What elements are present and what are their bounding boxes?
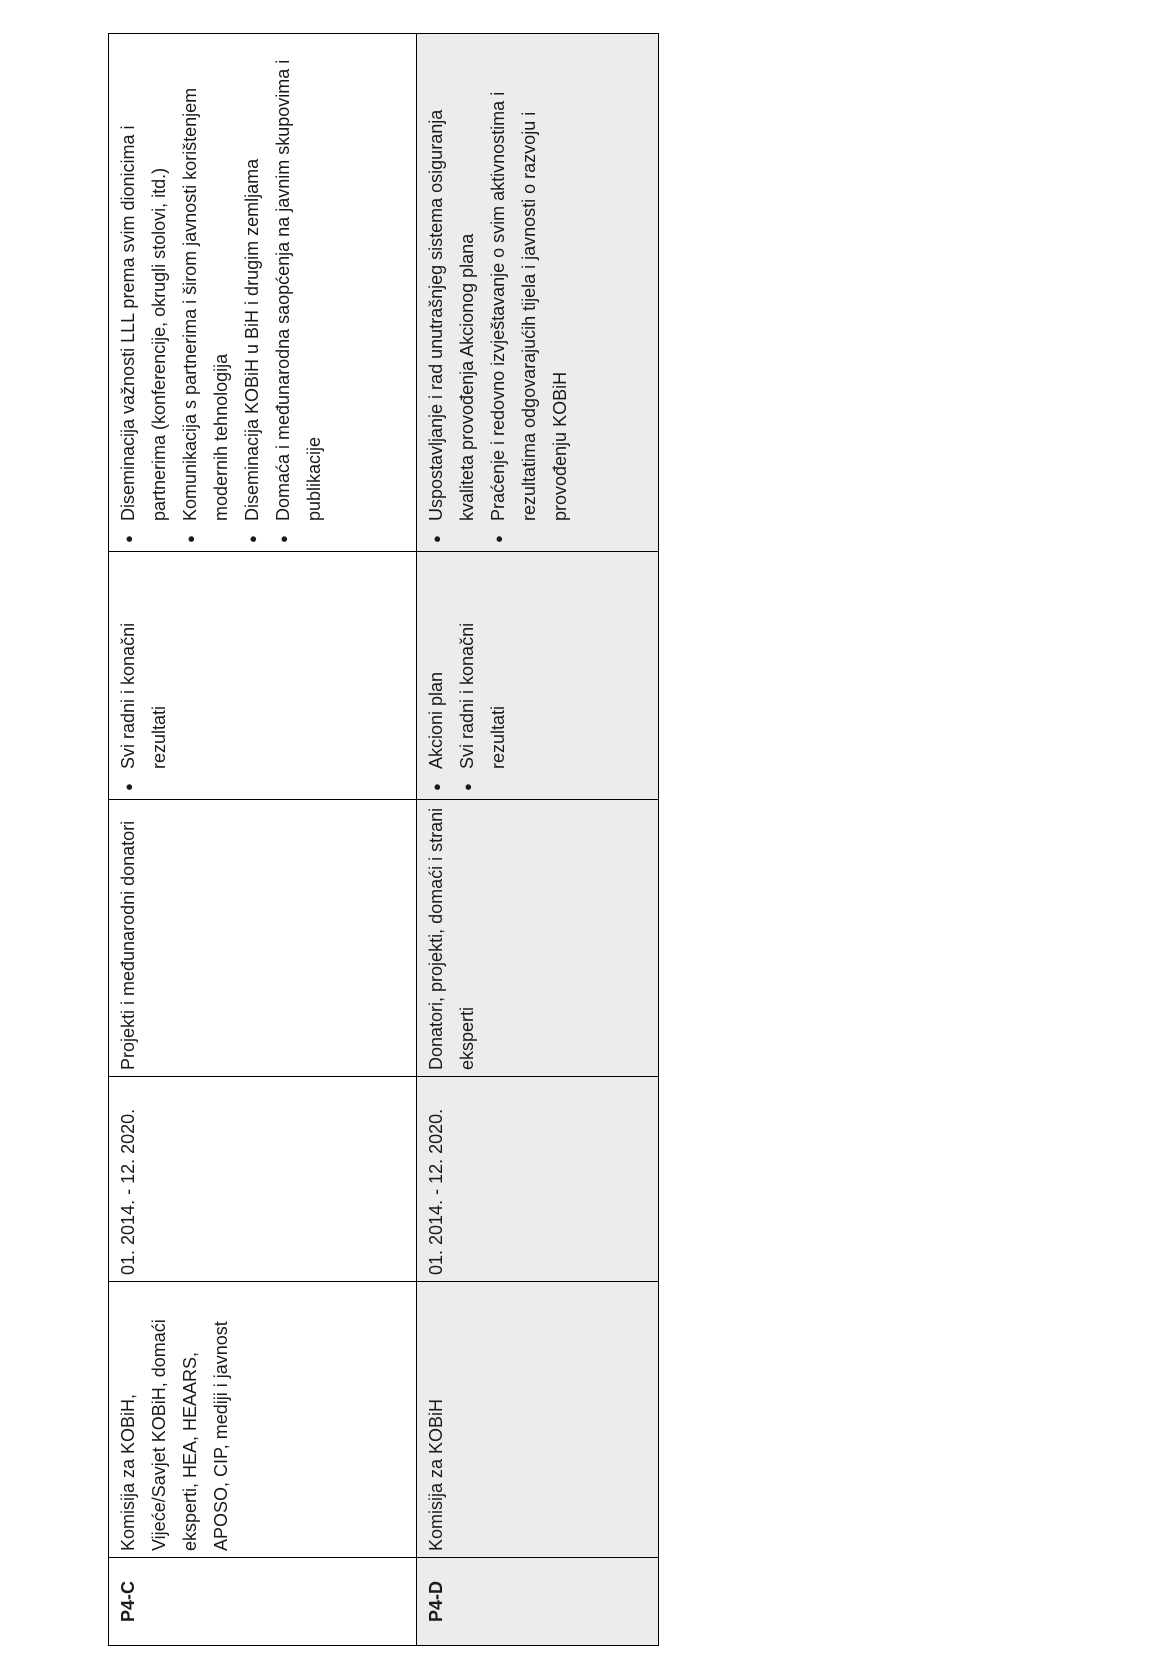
period-cell: 01. 2014. - 12. 2020. [109, 1077, 417, 1282]
responsible-cell: Komisija za KOBiH, Vijeće/Savjet KOBiH, domaći eksperti, HEA, HEAARS, APOSO, CIP, mediji i javnost [109, 1282, 417, 1558]
sources-cell: Projekti i međunarodni donatori [109, 800, 417, 1077]
table-row [417, 34, 659, 1646]
list-item: ● Praćenje i redovno izvještavanje o svim aktivnostima i rezultatima odgovarajućih tijela i javnosti o razvoju i provođenju KOBiH [483, 40, 576, 545]
list-item: ● Komunikacija s partnerima i širom javnosti korištenjem modernih tehnologija [175, 40, 237, 545]
activities-list [113, 40, 330, 545]
sources-cell: Donatori, projekti, domaći i strani eksperti [417, 800, 659, 1077]
outputs-list [113, 558, 175, 793]
list-item: ● Akcioni plan [421, 558, 452, 793]
outputs-list [421, 558, 514, 793]
row-code: P4-D [417, 1558, 659, 1646]
row-code: P4-C [109, 1558, 417, 1646]
action-plan-table-wrapper [108, 34, 658, 1646]
list-item: ● Uspostavljanje i rad unutrašnjeg sistema osiguranja kvaliteta provođenja Akcionog plana [421, 40, 483, 545]
activities-list [421, 40, 576, 545]
responsible-cell: Komisija za KOBiH [417, 1282, 659, 1558]
outputs-cell [109, 552, 417, 800]
activities-cell [417, 34, 659, 552]
list-item: ● Domaća i međunarodna saopćenja na javnim skupovima i publikacije [268, 40, 330, 545]
table-row [109, 34, 417, 1646]
period-cell: 01. 2014. - 12. 2020. [417, 1077, 659, 1282]
outputs-cell [417, 552, 659, 800]
activities-cell [109, 34, 417, 552]
action-plan-table [108, 33, 659, 1646]
list-item: ● Diseminacija KOBiH u BiH i drugim zemljama [237, 40, 268, 545]
list-item: ● Svi radni i konačni rezultati [452, 558, 514, 793]
list-item: ● Diseminacija važnosti LLL prema svim dionicima i partnerima (konferencije, okrugli stolovi, itd.) [113, 40, 175, 545]
list-item: ● Svi radni i konačni rezultati [113, 558, 175, 793]
